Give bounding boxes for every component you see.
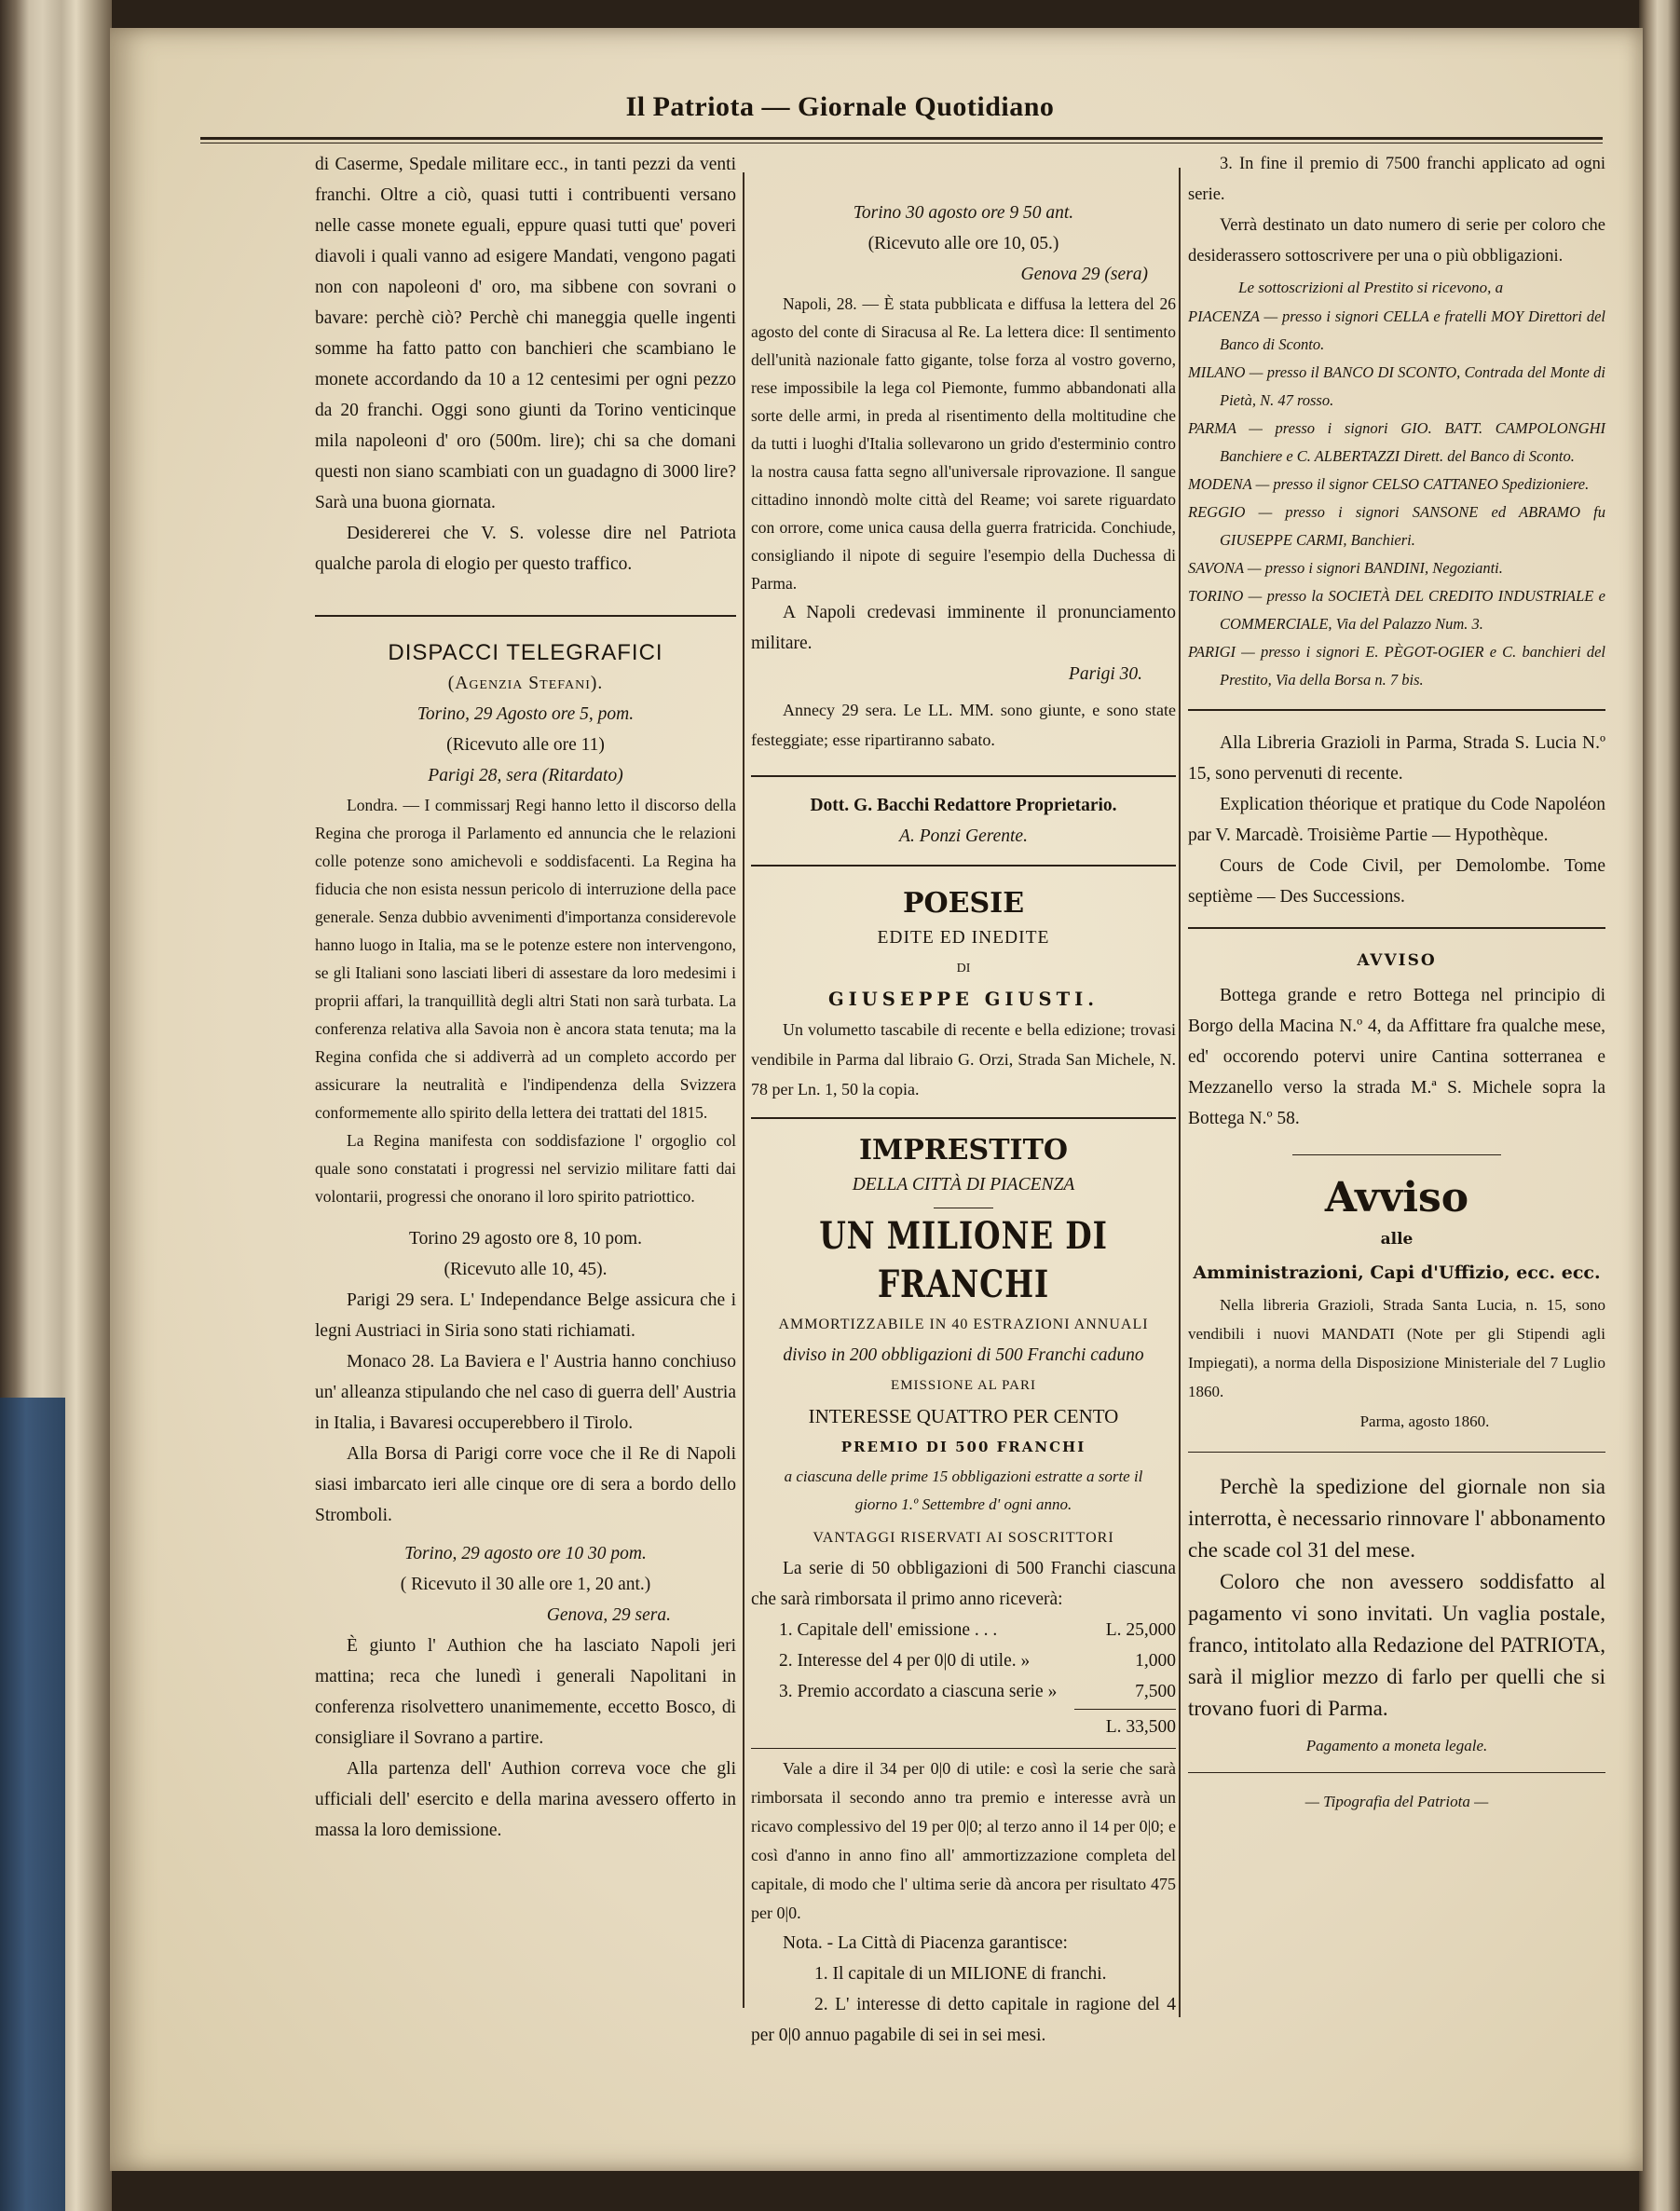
- avviso-1-bottega: Bottega grande e retro Bottega nel principio di Borgo della Macina N.º 4, da Affittare fra qualche mese, ed' occorendo potervi unire Cantina sotterranea e Mezzanello verso la strada M.ª S. Michele sopra la Bottega N.º 58.: [1188, 986, 1605, 1128]
- poesie-author: GIUSEPPE GIUSTI.: [828, 989, 1099, 1010]
- loan-premio-3: 3. In fine il premio di 7500 franchi applicato ad ogni serie.: [1188, 155, 1605, 204]
- dispatch-3-place: Genova, 29 sera.: [546, 1605, 671, 1625]
- loan-sottoscrizioni: Le sottoscrizioni al Prestito si ricevono, a: [1238, 279, 1504, 296]
- notice-coloro: Coloro che non avessero soddisfatto al pagamento vi sono invitati. Un vaglia postale, franco, intitolato alla Redazione del PATRIOTA, sarà il miglior mezzo di farlo per quelli che si trovano fuori di Parma.: [1188, 1570, 1605, 1720]
- loan-serie: La serie di 50 obbligazioni di 500 Franchi ciascuna che sarà rimborsata il primo anno riceverà:: [751, 1559, 1176, 1609]
- loan-city: DELLA CITTÀ DI PIACENZA: [852, 1175, 1075, 1194]
- loan-item-label: 2. Interesse del 4 per 0|0 di utile. »: [779, 1651, 1031, 1671]
- dispatch-parigi-29: Parigi 29 sera. L' Independance Belge assicura che i legni Austriaci in Siria sono stati richiamati.: [315, 1290, 736, 1341]
- printer-line: — Tipografia del Patriota —: [1304, 1793, 1489, 1810]
- loan-emissione: EMISSIONE AL PARI: [891, 1378, 1036, 1393]
- book-leaf-right: [1639, 0, 1680, 2211]
- letter-closing: Desidererei che V. S. volesse dire nel Patriota qualche parola di elogio per questo traffico.: [315, 524, 736, 574]
- section-rule: [1292, 1154, 1501, 1155]
- head-rule: [200, 137, 1603, 140]
- subscription-place: TORINO — presso la SOCIETÀ DEL CREDITO INDUSTRIALE e COMMERCIALE, Via del Palazzo Num. 3.: [1188, 587, 1605, 633]
- loan-item: [751, 1615, 1176, 1645]
- loan-premio: PREMIO DI 500 FRANCHI: [840, 1439, 1086, 1455]
- column-divider-1: [743, 172, 744, 2008]
- subscription-place: MODENA — presso il signor CELSO CATTANEO Spedizioniere.: [1188, 475, 1590, 493]
- subscription-place: MILANO — presso il BANCO DI SCONTO, Contrada del Monte di Pietà, N. 47 rosso.: [1188, 363, 1605, 409]
- dispatch-napoli: Napoli, 28. — È stata pubblicata e diffusa la lettera del 26 agosto del conte di Siracusa al Re. La lettera dice: Il sentimento dell'unità nazionale fatto gigante, tolse forza al vostro governo, rese impossibile la lega col Piemonte, fummo abbandonati alla sorte delle armi, in preda al risentimento della moltitudine che da tutti i luoghi d'Italia sollevarono un grido d'esterminio contro la nostra causa fatta segno all'universale riprovazione. Il sangue cittadino innondò molte città del Reame; voi sarete riguardato con orrore, come unica causa della guerra fratricida. Conchiude, consigliando il nipote di seguire l'esempio della Duchessa di Parma.: [751, 294, 1176, 593]
- dispatch-1-line: Torino, 29 Agosto ore 5, pom.: [417, 704, 635, 724]
- subscription-place: PIACENZA — presso i signori CELLA e fratelli MOY Direttori del Banco di Sconto.: [1188, 307, 1605, 353]
- dispatch-londra: Londra. — I commissarj Regi hanno letto il discorso della Regina che proroga il Parlamento ed annuncia che le relazioni colle potenze sono amichevoli e soddisfacenti. La Regina ha fiducia che non esista nessun pericolo di interruzione della pace generale. Senza dubbio avvenimenti d'importanza considerevole hanno luogo in Italia, ma se le potenze estere non intervengono, se gli Italiani sono lasciati liberi di assestare da loro medesimi i proprii affari, la tranquillità degli altri Stati non sarà turbata. La conferenza relativa alla Savoia non è ancora stata tenuta; ma la Regina confida che si addiverrà ad un completo accordo per assicurare la neutralità e l'indipendenza della Svizzera conformemente allo spirito della lettera dei trattati del 1815.: [315, 796, 736, 1122]
- libreria-explication: Explication théorique et pratique du Code Napoléon par V. Marcadè. Troisième Partie — Hypothèque.: [1188, 795, 1605, 845]
- book-cover-edge: [0, 1398, 65, 2211]
- dispatch-4-place: Genova 29 (sera): [1020, 265, 1148, 284]
- dispatches-title: DISPACCI TELEGRAFICI: [388, 640, 663, 665]
- loan-vale: Vale a dire il 34 per 0|0 di utile: e così la serie che sarà rimborsata il secondo anno tra premio e interesse avrà un ricavo complessivo del 19 per 0|0; al terzo anno il 14 per 0|0; e così d'anno in anno fino all' ammortizzazione completa del capitale, di modo che l' ultima serie dà ancora per risultato 475 per 0|0.: [751, 1759, 1176, 1922]
- dispatch-partenza: Alla partenza dell' Authion correva voce che gli ufficiali dell' esercito e della marina avessero offerto in massa la loro demissione.: [315, 1759, 736, 1840]
- column-2: [751, 149, 1176, 2051]
- poesie-di: DI: [956, 962, 971, 976]
- loan-diviso: diviso in 200 obbligazioni di 500 Franchi caduno: [783, 1345, 1144, 1365]
- dispatch-regina: La Regina manifesta con soddisfazione l' orgoglio col quale sono constatati i progressi nel servizio militare fatti dai volontarii, progressi che onorano il loro spirito patriottico.: [315, 1131, 736, 1206]
- avviso-2-mandati: Nella libreria Grazioli, Strada Santa Lucia, n. 15, sono vendibili i nuovi MANDATI (Note per gli Stipendi agli Impiegati), a norma della Disposizione Ministeriale del 7 Luglio 1860.: [1188, 1296, 1605, 1400]
- loan-ciascuna: a ciascuna delle prime 15 obbligazioni estratte a sorte il giorno 1.º Settembre d' ogni anno.: [784, 1467, 1143, 1513]
- section-rule: [1188, 927, 1605, 929]
- subscription-place: SAVONA — presso i signori BANDINI, Negozianti.: [1188, 559, 1503, 577]
- subscription-place: PARMA — presso i signori GIO. BATT. CAMPOLONGHI Banchiere e C. ALBERTAZZI Dirett. del Banco di Sconto.: [1188, 419, 1605, 465]
- gerente-line: A. Ponzi Gerente.: [899, 826, 1028, 846]
- poesie-volumetto: Un volumetto tascabile di recente e bella edizione; trovasi vendibile in Parma dal libraio G. Orzi, Strada San Michele, N. 78 per Ln. 1, 50 la copia.: [751, 1020, 1176, 1099]
- dispatch-3-received: ( Ricevuto il 30 alle ore 1, 20 ant.): [400, 1575, 651, 1594]
- loan-verra: Verrà destinato un dato numero di serie per coloro che desiderassero sottoscrivere per una o più obbligazioni.: [1188, 216, 1605, 266]
- dispatch-annecy: Annecy 29 sera. Le LL. MM. sono giunte, e sono state festeggiate; esse ripartiranno sabato.: [751, 701, 1176, 749]
- loan-nota-2: 2. L' interesse di detto capitale in ragione del 4 per 0|0 annuo pagabile di sei in sei mesi.: [751, 1995, 1176, 2045]
- dispatch-monaco: Monaco 28. La Baviera e l' Austria hanno conchiuso un' alleanza stipulando che nel caso di guerra dell' Austria in Italia, i Bavaresi occuperebbero il Tirolo.: [315, 1352, 736, 1433]
- loan-total: L. 33,500: [1105, 1717, 1176, 1737]
- loan-item-label: 1. Capitale dell' emissione . . .: [779, 1620, 998, 1640]
- dispatch-parigi-30: Parigi 30.: [1068, 664, 1142, 684]
- section-rule: [751, 1748, 1176, 1749]
- subscription-place: REGGIO — presso i signori SANSONE ed ABRAMO fu GIUSEPPE CARMI, Banchieri.: [1188, 503, 1605, 549]
- avviso-2-amministrazioni: Amministrazioni, Capi d'Uffizio, ecc. ecc.: [1193, 1262, 1601, 1283]
- section-rule: [751, 1117, 1176, 1119]
- notice-pagamento: Pagamento a moneta legale.: [1305, 1737, 1488, 1754]
- loan-item-value: L. 25,000: [1105, 1620, 1176, 1640]
- avviso-2-title: Avviso: [1324, 1174, 1469, 1222]
- loan-item: [751, 1676, 1176, 1707]
- section-rule: [1188, 1772, 1605, 1773]
- column-3: [1188, 149, 1605, 1817]
- avviso-1-title: AVVISO: [1357, 951, 1437, 970]
- libreria-cours: Cours de Code Civil, per Demolombe. Tome septième — Des Successions.: [1188, 856, 1605, 907]
- editor-line: Dott. G. Bacchi Redattore Proprietario.: [810, 796, 1117, 815]
- loan-interesse: INTERESSE QUATTRO PER CENTO: [808, 1405, 1119, 1427]
- dispatch-4-line: Torino 30 agosto ore 9 50 ant.: [853, 203, 1074, 223]
- loan-amount: UN MILIONE DI FRANCHI: [819, 1214, 1108, 1306]
- letter-body: di Caserme, Spedale militare ecc., in tanti pezzi da venti franchi. Oltre a ciò, quasi tutti i contribuenti versano nelle casse monete eguali, eppure quasi tutti que' poveri diavoli i quali vanno ad esigere Mandati, vengono pagati non con napoleoni d' oro, ma sibbene con sovrani o bavare: perchè ciò? Perchè chi maneggia quelle ingenti somme ha fatto patto con banchieri che scambiano le monete accordando da 10 a 12 centesimi per ogni pezzo da 20 franchi. Oggi sono giunti da Torino venticinque mila napoleoni d' oro (500m. lire); chi sa che domani questi non siano scambiati con un guadagno di 3000 lire? Sarà una buona giornata.: [315, 155, 736, 512]
- notice-spedizione: Perchè la spedizione del giornale non sia interrotta, è necessario rinnovare l' abbonamento che scade col 31 del mese.: [1188, 1475, 1605, 1562]
- dispatches-agency: (Agenzia Stefani).: [447, 674, 604, 693]
- dispatch-4-received: (Ricevuto alle ore 10, 05.): [867, 234, 1059, 253]
- dispatch-2-received: (Ricevuto alle 10, 45).: [444, 1260, 608, 1279]
- dispatch-authion: È giunto l' Authion che ha lasciato Napoli jeri mattina; reca che lunedì i generali Napolitani in conferenza risolvettero unanimemente, eccetto Bosco, di consigliare il Sovrano a partire.: [315, 1636, 736, 1748]
- avviso-2-date: Parma, agosto 1860.: [1359, 1413, 1490, 1430]
- column-divider-2: [1179, 168, 1181, 2017]
- poesie-subtitle: EDITE ED INEDITE: [877, 928, 1050, 948]
- running-head: Il Patriota — Giornale Quotidiano: [625, 91, 1055, 122]
- loan-nota-1: 1. Il capitale di un MILIONE di franchi.: [814, 1964, 1107, 1984]
- loan-title: IMPRESTITO: [858, 1134, 1069, 1167]
- section-rule: [315, 615, 736, 617]
- avviso-2-alle: alle: [1380, 1230, 1414, 1249]
- dispatch-2-line: Torino 29 agosto ore 8, 10 pom.: [409, 1229, 642, 1249]
- dispatch-borsa: Alla Borsa di Parigi corre voce che il Re di Napoli siasi imbarcato ieri alle cinque ore di sera a bordo dello Stromboli.: [315, 1444, 736, 1525]
- section-rule: [1188, 709, 1605, 711]
- section-rule: [751, 865, 1176, 867]
- loan-item-value: 1,000: [1135, 1651, 1176, 1671]
- loan-item-value: 7,500: [1135, 1682, 1176, 1701]
- dispatch-napoli-2: A Napoli credevasi imminente il pronunciamento militare.: [751, 603, 1176, 653]
- loan-item-label: 3. Premio accordato a ciascuna serie »: [779, 1682, 1058, 1701]
- dispatch-1-place: Parigi 28, sera (Ritardato): [428, 766, 623, 785]
- section-rule: [751, 775, 1176, 777]
- section-rule: [1188, 1452, 1605, 1453]
- subscription-place: PARIGI — presso i signori E. PÈGOT-OGIER e C. banchieri del Prestito, Via della Borsa n. 7 bis.: [1188, 643, 1605, 689]
- libreria-intro: Alla Libreria Grazioli in Parma, Strada S. Lucia N.º 15, sono pervenuti di recente.: [1188, 733, 1605, 784]
- total-rule: [1074, 1709, 1176, 1710]
- column-1: [315, 149, 736, 1846]
- loan-vantaggi: VANTAGGI RISERVATI AI SOSCRITTORI: [813, 1530, 1114, 1546]
- loan-nota: Nota. - La Città di Piacenza garantisce:: [783, 1933, 1068, 1953]
- loan-item: [751, 1645, 1176, 1676]
- loan-ammortizzabile: AMMORTIZZABILE IN 40 ESTRAZIONI ANNUALI: [778, 1317, 1149, 1332]
- dispatch-1-received: (Ricevuto alle ore 11): [446, 735, 605, 755]
- poesie-title: POESIE: [902, 887, 1025, 920]
- dispatch-3-line: Torino, 29 agosto ore 10 30 pom.: [404, 1544, 647, 1563]
